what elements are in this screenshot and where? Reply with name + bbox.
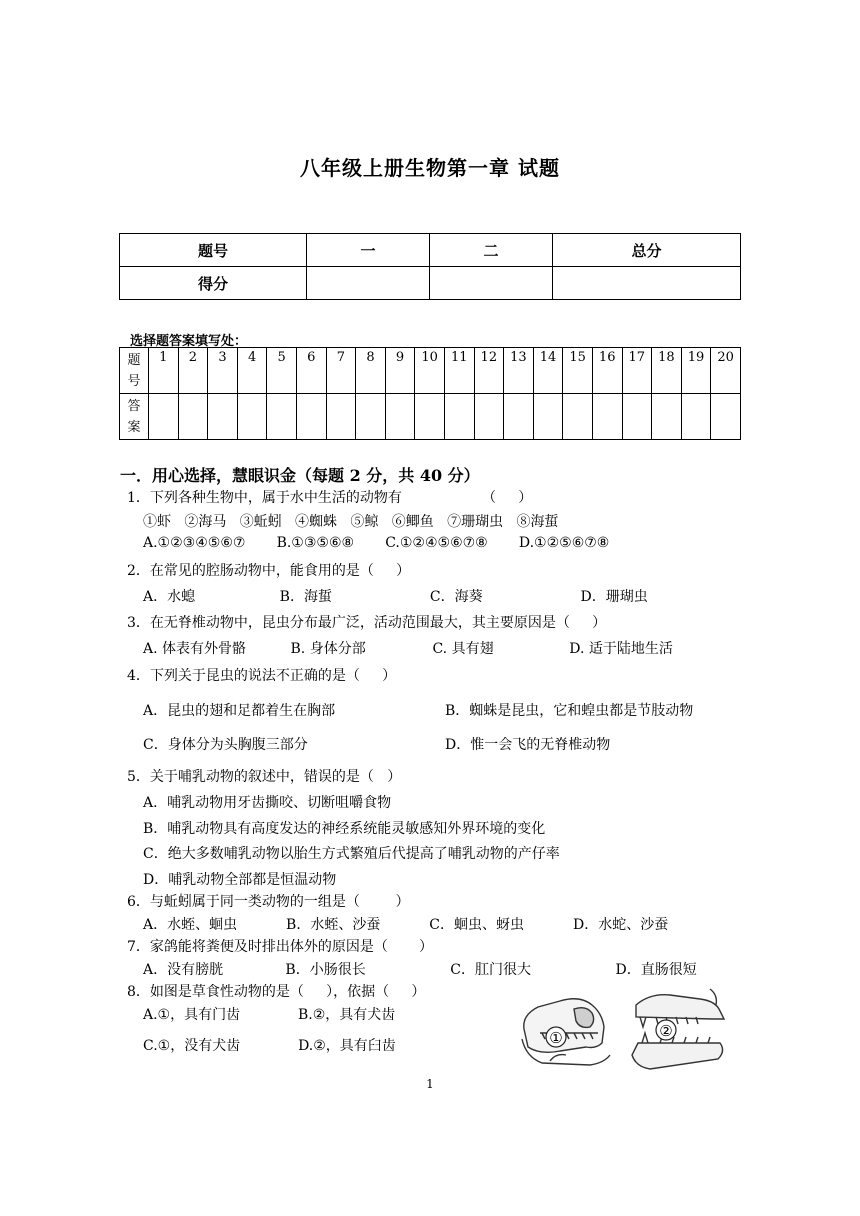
question-5-option-a: A．哺乳动物用牙齿撕咬、切断咀嚼食物 — [143, 795, 392, 811]
question-4-option-a: A．昆虫的翅和足都着生在胸部 — [143, 703, 336, 719]
score-header-cell: 一 — [307, 234, 430, 267]
herbivore-skull-drawing — [522, 999, 610, 1065]
question-1: 1．下列各种生物中，属于水中生活的动物有 （ ） — [127, 490, 533, 506]
question-8-options-cd: C.①，没有犬齿 D.②，具有臼齿 — [143, 1038, 396, 1054]
answer-entry-cell[interactable] — [533, 394, 563, 440]
answer-entry-cell[interactable] — [296, 394, 326, 440]
answer-number-cell: 15 — [563, 348, 593, 394]
answer-number-cell: 16 — [592, 348, 622, 394]
answer-table — [119, 347, 741, 440]
question-2-options: A．水螅 B．海蜇 C．海葵 D．珊瑚虫 — [143, 589, 648, 605]
answer-entry-cell[interactable] — [622, 394, 652, 440]
question-7: 7．家鸽能将粪便及时排出体外的原因是（ ） — [127, 939, 434, 955]
page-number: 1 — [426, 1077, 434, 1091]
answer-number-cell: 7 — [326, 348, 356, 394]
answer-number-cell: 2 — [178, 348, 208, 394]
question-5: 5．关于哺乳动物的叙述中，错误的是（ ） — [127, 769, 402, 785]
question-2: 2．在常见的腔肠动物中，能食用的是（ ） — [127, 563, 411, 579]
answer-area-label: 选择题答案填写处： — [130, 334, 248, 349]
answer-entry-row — [120, 394, 741, 440]
question-3: 3．在无脊椎动物中，昆虫分布最广泛，活动范围最大，其主要原因是（ ） — [127, 615, 607, 631]
answer-number-cell: 5 — [267, 348, 297, 394]
question-3-options: A. 体表有外骨骼 B. 身体分部 C. 具有翅 D. 适于陆地生活 — [143, 641, 673, 657]
answer-row-label — [120, 348, 149, 394]
answer-number-cell: 18 — [652, 348, 682, 394]
answer-number-cell: 19 — [681, 348, 711, 394]
carnivore-skull-drawing — [632, 989, 724, 1069]
answer-entry-cell[interactable] — [149, 394, 179, 440]
answer-number-cell: 1 — [149, 348, 179, 394]
score-table-header-row — [120, 234, 741, 267]
answer-number-cell: 17 — [622, 348, 652, 394]
answer-entry-cell[interactable] — [415, 394, 445, 440]
answer-row-label — [120, 394, 149, 440]
figure-label-1: ① — [549, 1029, 563, 1047]
answer-number-cell: 12 — [474, 348, 504, 394]
answer-entry-cell[interactable] — [267, 394, 297, 440]
answer-number-cell: 13 — [504, 348, 534, 394]
answer-entry-cell[interactable] — [444, 394, 474, 440]
answer-number-cell: 4 — [237, 348, 267, 394]
question-4-option-d: D．惟一会飞的无脊椎动物 — [445, 737, 611, 753]
answer-entry-cell[interactable] — [178, 394, 208, 440]
answer-entry-cell[interactable] — [563, 394, 593, 440]
score-table — [119, 233, 741, 300]
answer-entry-cell[interactable] — [592, 394, 622, 440]
answer-number-cell: 20 — [711, 348, 741, 394]
answer-number-cell: 6 — [296, 348, 326, 394]
question-8: 8．如图是草食性动物的是（ ），依据（ ） — [127, 984, 426, 1000]
answer-entry-cell[interactable] — [504, 394, 534, 440]
score-header-cell: 题号 — [120, 234, 307, 267]
answer-entry-cell[interactable] — [326, 394, 356, 440]
answer-row-label-text: 答 案 — [127, 398, 141, 435]
score-row-label: 得分 — [120, 267, 307, 300]
answer-entry-cell[interactable] — [208, 394, 238, 440]
question-6: 6．与蚯蚓属于同一类动物的一组是（ ） — [127, 894, 410, 910]
question-7-options: A．没有膀胱 B．小肠很长 C．肛门很大 D．直肠很短 — [143, 962, 697, 978]
question-4-option-c: C．身体分为头胸腹三部分 — [143, 737, 308, 753]
answer-row-label-text: 题 号 — [127, 352, 141, 389]
question-5-option-b: B．哺乳动物具有高度发达的神经系统能灵敏感知外界环境的变化 — [143, 821, 546, 837]
answer-number-cell: 10 — [415, 348, 445, 394]
score-header-cell: 二 — [430, 234, 553, 267]
answer-entry-cell[interactable] — [652, 394, 682, 440]
skull-teeth-figure — [520, 985, 732, 1075]
answer-entry-cell[interactable] — [356, 394, 386, 440]
question-1-options: A.①②③④⑤⑥⑦ B.①③⑤⑥⑧ C.①②④⑤⑥⑦⑧ D.①②⑤⑥⑦⑧ — [143, 535, 610, 551]
score-cell[interactable] — [430, 267, 553, 300]
score-table-score-row — [120, 267, 741, 300]
answer-entry-cell[interactable] — [711, 394, 741, 440]
score-cell[interactable] — [553, 267, 741, 300]
answer-number-cell: 9 — [385, 348, 415, 394]
question-8-options-ab: A.①，具有门齿 B.②，具有犬齿 — [143, 1007, 396, 1023]
answer-entry-cell[interactable] — [237, 394, 267, 440]
question-5-option-c: C．绝大多数哺乳动物以胎生方式繁殖后代提高了哺乳动物的产仔率 — [143, 846, 560, 862]
answer-number-cell: 3 — [208, 348, 238, 394]
page-title: 八年级上册生物第一章 试题 — [300, 156, 560, 180]
answer-number-row — [120, 348, 741, 394]
question-1-items: ①虾 ②海马 ③蚯蚓 ④蜘蛛 ⑤鲸 ⑥鲫鱼 ⑦珊瑚虫 ⑧海蜇 — [143, 514, 559, 530]
answer-entry-cell[interactable] — [681, 394, 711, 440]
answer-entry-cell[interactable] — [474, 394, 504, 440]
score-header-cell: 总分 — [553, 234, 741, 267]
answer-number-cell: 8 — [356, 348, 386, 394]
answer-number-cell: 14 — [533, 348, 563, 394]
question-5-option-d: D．哺乳动物全部都是恒温动物 — [143, 872, 337, 888]
question-4: 4．下列关于昆虫的说法不正确的是（ ） — [127, 668, 397, 684]
score-cell[interactable] — [307, 267, 430, 300]
question-4-option-b: B．蜘蛛是昆虫，它和蝗虫都是节肢动物 — [445, 703, 694, 719]
figure-label-2: ② — [659, 1022, 673, 1040]
answer-entry-cell[interactable] — [385, 394, 415, 440]
question-6-options: A．水蛭、蛔虫 B．水蛭、沙蚕 C．蛔虫、蚜虫 D．水蛇、沙蚕 — [143, 917, 669, 933]
section-heading: 一．用心选择，慧眼识金（每题 2 分，共 40 分） — [120, 466, 480, 485]
answer-number-cell: 11 — [444, 348, 474, 394]
